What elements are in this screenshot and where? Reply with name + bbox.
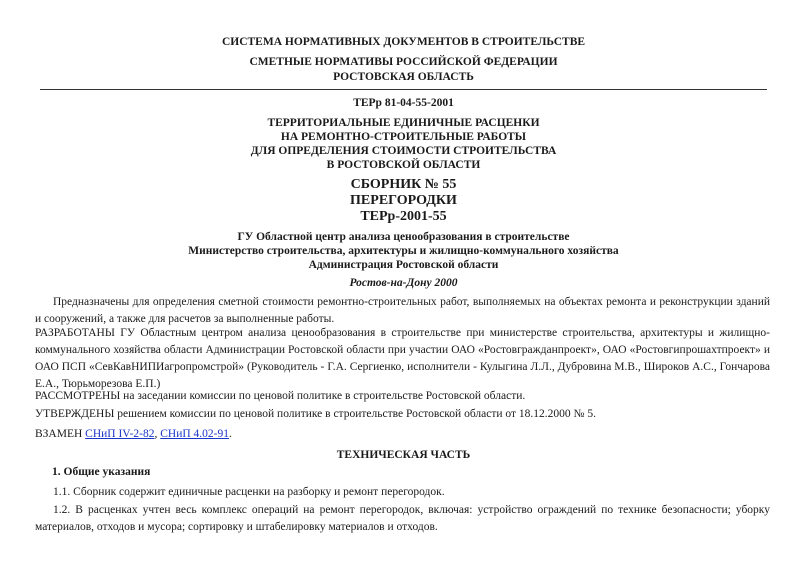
title-line-2: НА РЕМОНТНО-СТРОИТЕЛЬНЫЕ РАБОТЫ	[280, 131, 527, 143]
snip-4-02-91-link[interactable]: СНиП 4.02-91	[160, 428, 229, 440]
collection-code: ТЕРр-2001-55	[360, 209, 447, 224]
header-system: СИСТЕМА НОРМАТИВНЫХ ДОКУМЕНТОВ В СТРОИТЕЛЬСТВЕ	[221, 36, 586, 48]
org-line-3: Администрация Ростовской области	[308, 259, 499, 271]
org-line-2: Министерство строительства, архитектуры и жилищно-коммунального хозяйства	[188, 245, 619, 257]
header-divider	[40, 89, 767, 90]
document-code: ТЕРр 81-04-55-2001	[353, 97, 454, 109]
header-standards: СМЕТНЫЕ НОРМАТИВЫ РОССИЙСКОЙ ФЕДЕРАЦИИ	[249, 56, 558, 68]
replaces-line	[35, 426, 770, 443]
reviewed-paragraph: РАССМОТРЕНЫ на заседании комиссии по ценовой политике в строительстве Ростовской области.	[35, 390, 526, 402]
org-line-1: ГУ Областной центр анализа ценообразования в строительстве	[237, 231, 570, 243]
approved-paragraph: УТВЕРЖДЕНЫ решением комиссии по ценовой политике в строительстве Ростовской области от 18.12.2000 № 5.	[35, 408, 597, 420]
item-1-1: 1.1. Сборник содержит единичные расценки на разборку и ремонт перегородок.	[53, 486, 445, 498]
collection-number: СБОРНИК № 55	[350, 177, 457, 192]
title-line-3: ДЛЯ ОПРЕДЕЛЕНИЯ СТОИМОСТИ СТРОИТЕЛЬСТВА	[250, 145, 557, 157]
header-region: РОСТОВСКАЯ ОБЛАСТЬ	[333, 71, 474, 83]
title-line-1: ТЕРРИТОРИАЛЬНЫЕ ЕДИНИЧНЫЕ РАСЦЕНКИ	[267, 117, 540, 129]
snip-iv-2-82-link[interactable]: СНиП IV-2-82	[85, 428, 155, 440]
collection-name: ПЕРЕГОРОДКИ	[350, 193, 457, 208]
section-general-instructions: 1. Общие указания	[52, 466, 151, 478]
replaces-suffix: .	[229, 428, 232, 440]
technical-part-heading: ТЕХНИЧЕСКАЯ ЧАСТЬ	[336, 449, 471, 461]
replaces-prefix: ВЗАМЕН	[35, 428, 86, 440]
title-line-4: В РОСТОВСКОЙ ОБЛАСТИ	[326, 159, 481, 171]
replaces-separator: ,	[154, 428, 161, 440]
developed-paragraph: РАЗРАБОТАНЫ ГУ Областным центром анализа ценообразования в строительстве при министерстве строительства, архитектуры и жилищно-коммунального хозяйства области Администрации Ростовской области при участии ОАО «Ростовгражданпроект», ОАО «Ростовгипрошахтпроект» и ОАО ПСП «СевКавНИПИагропромстрой» (Руководитель - Г.А. Сергиенко, исполнители - Кулыгина Л.Л., Дубровина М.В., Широков А.С., Гончарова Е.А., Тюрьморезова Е.П.)	[35, 327, 770, 390]
city-year: Ростов-на-Дону 2000	[349, 277, 458, 289]
item-1-2: 1.2. В расценках учтен весь комплекс операций на ремонт перегородок, включая: устройство ограждений по технике безопасности; уборку материалов, отходов и мусора; сортировку и штабелировку материалов и отходов.	[35, 504, 770, 533]
purpose-paragraph: Предназначены для определения сметной стоимости ремонтно-строительных работ, выполняемых на объектах ремонта и реконструкции зданий и сооружений, а также для расчетов за выполненные работы.	[35, 296, 770, 325]
